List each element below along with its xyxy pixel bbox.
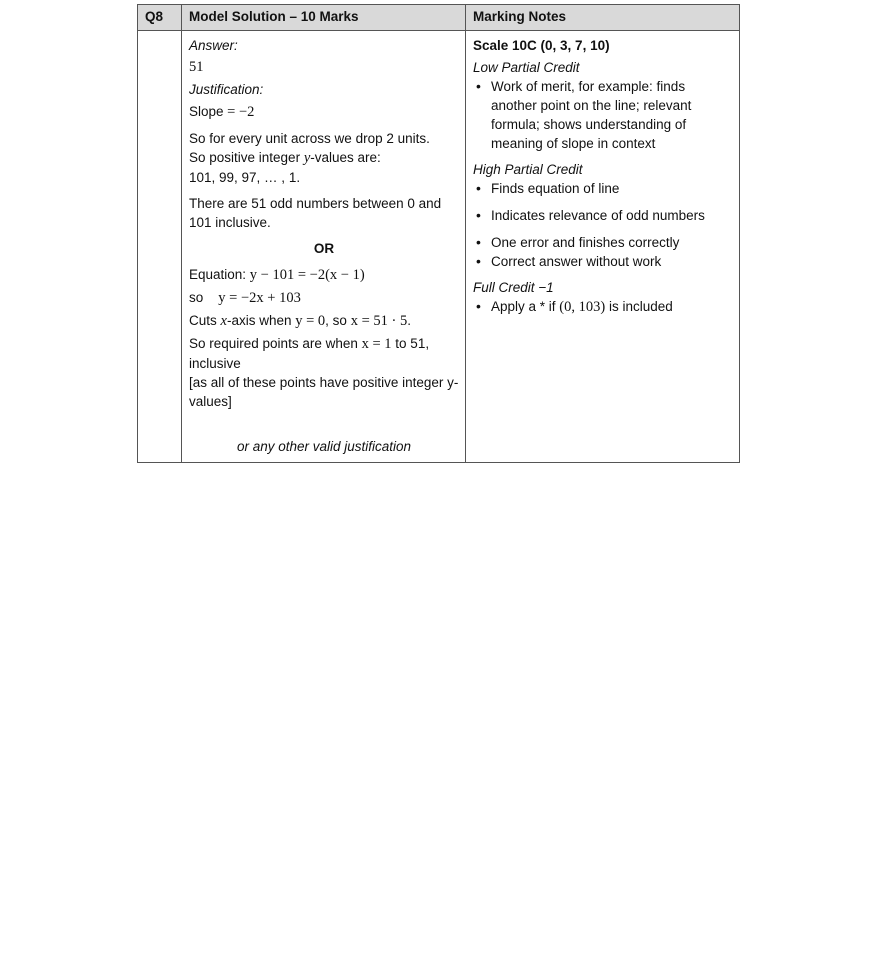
justification-label: Justification: [189,82,264,97]
pos-text-b: -values are: [310,150,381,165]
solution-cell [182,31,466,463]
pos-var: y [303,150,311,166]
eq-label: Equation: [189,267,250,282]
full-credit-list [473,297,733,317]
slope-math: = −2 [223,104,255,120]
low-partial-label: Low Partial Credit [473,60,580,75]
so-line [189,288,459,308]
equation-line [189,265,459,285]
body-row [138,31,740,463]
notes-cell [466,31,740,463]
list-item: • Indicates relevance of odd numbers [473,206,733,225]
positive-values-line [189,148,459,168]
cuts-math1: y = 0 [295,313,326,329]
high-partial-label: High Partial Credit [473,162,583,177]
question-cell [138,31,182,463]
high-partial-list [473,179,733,271]
header-row [138,5,740,31]
solution-header: Model Solution – 10 Marks [182,5,466,31]
list-item: • Correct answer without work [473,252,733,271]
scale-line: Scale 10C (0, 3, 7, 10) [473,38,610,53]
answer-label: Answer: [189,38,238,53]
cuts-a: Cuts [189,313,221,328]
full-credit-label: Full Credit −1 [473,280,554,295]
full-a: Apply a * if [491,299,560,314]
drop-line: So for every unit across we drop 2 units. [189,131,430,146]
answer-value: 51 [189,59,204,75]
odd-numbers-line: There are 51 odd numbers between 0 and 101 inclusive. [189,196,442,230]
req-a: So required points are when [189,336,362,351]
required-points-line [189,334,459,373]
list-item [473,297,733,317]
bracket-note: [as all of these points have positive integer y-values] [189,375,459,409]
marking-scheme-table [137,4,740,463]
cuts-line [189,311,459,331]
full-b: is included [605,299,673,314]
eq-math: y − 101 = −2(x − 1) [249,267,365,283]
list-item: • One error and finishes correctly [473,233,733,252]
or-divider: OR [313,241,335,256]
cuts-var: x [220,313,227,329]
req-b: to 51, inclusive [189,336,430,371]
notes-header: Marking Notes [466,5,740,31]
cuts-b: -axis when [226,313,296,328]
full-math: (0, 103) [559,299,606,315]
solution-footer: or any other valid justification [236,439,412,454]
cuts-d: . [407,313,411,328]
question-number: Q8 [138,5,182,31]
cuts-math2: x = 51 · 5 [350,313,408,329]
req-math: x = 1 [361,336,392,352]
list-item: • Work of merit, for example: finds another point on the line; relevant formula; shows understanding of meaning of slope in context [473,77,733,153]
values-list: 101, 99, 97, … , 1. [189,170,301,185]
slope-text: Slope [189,104,224,119]
pos-text-a: So positive integer [189,150,304,165]
cuts-c: , so [325,313,351,328]
list-item: • Finds equation of line [473,179,733,198]
slope-line [189,102,459,122]
so-label: so [189,290,204,305]
low-partial-list [473,77,733,153]
so-math: y = −2x + 103 [218,290,301,306]
